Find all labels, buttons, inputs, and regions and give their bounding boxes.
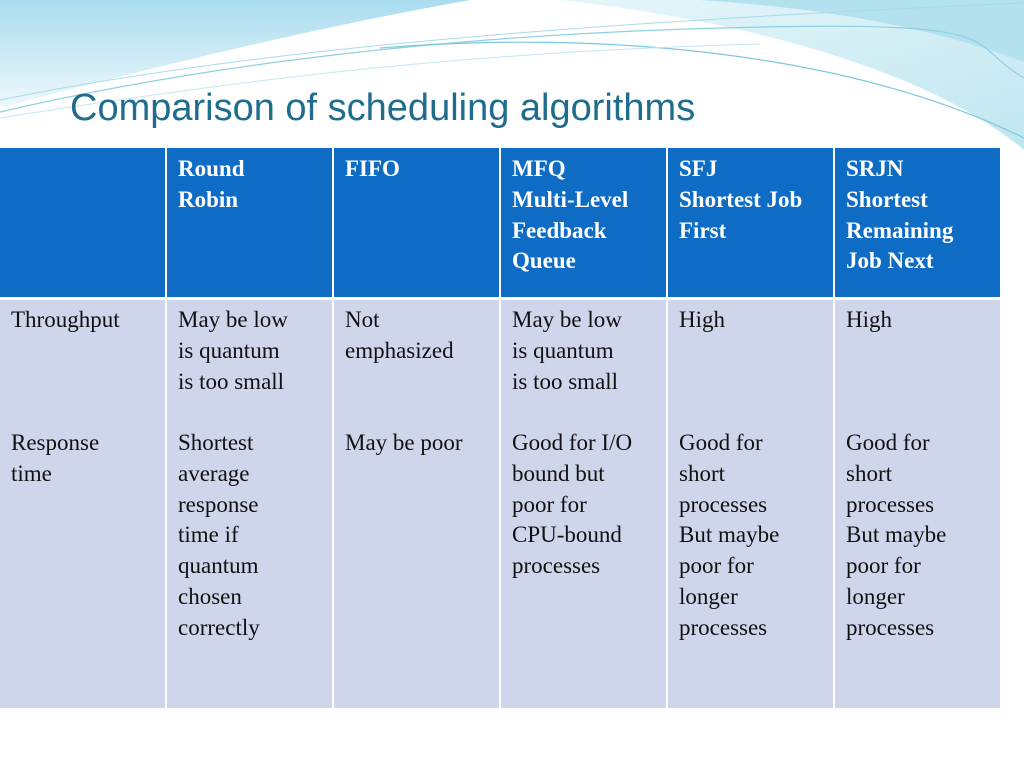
round-robin-throughput: May be low is quantum is too small xyxy=(178,307,288,394)
header-cell-empty xyxy=(0,148,165,297)
cell-sfj xyxy=(668,300,833,708)
sfj-throughput: High xyxy=(679,307,725,332)
cell-round-robin xyxy=(167,300,332,708)
row-label-throughput: Throughput xyxy=(11,307,120,332)
comparison-table xyxy=(0,148,1000,708)
srjn-response-time: Good for short processes But maybe poor for longer processes xyxy=(846,430,947,640)
srjn-throughput: High xyxy=(846,307,892,332)
round-robin-response-time: Shortest average response time if quantum chosen correctly xyxy=(178,430,260,640)
header-cell-round-robin: Round Robin xyxy=(167,148,332,297)
cell-mfq xyxy=(501,300,666,708)
mfq-throughput: May be low is quantum is too small xyxy=(512,307,622,394)
mfq-response-time: Good for I/O bound but poor for CPU-bound processes xyxy=(512,430,633,579)
fifo-response-time: May be poor xyxy=(345,430,463,455)
row-label-cell xyxy=(0,300,165,708)
header-cell-sfj: SFJ Shortest Job First xyxy=(668,148,833,297)
row-label-response-time: Response time xyxy=(11,430,100,486)
slide-title: Comparison of scheduling algorithms xyxy=(70,87,696,129)
cell-fifo xyxy=(334,300,499,708)
fifo-throughput: Not emphasized xyxy=(345,307,454,363)
cell-srjn xyxy=(835,300,1000,708)
header-cell-mfq: MFQ Multi-Level Feedback Queue xyxy=(501,148,666,297)
header-cell-fifo: FIFO xyxy=(334,148,499,297)
sfj-response-time: Good for short processes But maybe poor for longer processes xyxy=(679,430,780,640)
header-cell-srjn: SRJN Shortest Remaining Job Next xyxy=(835,148,1000,297)
